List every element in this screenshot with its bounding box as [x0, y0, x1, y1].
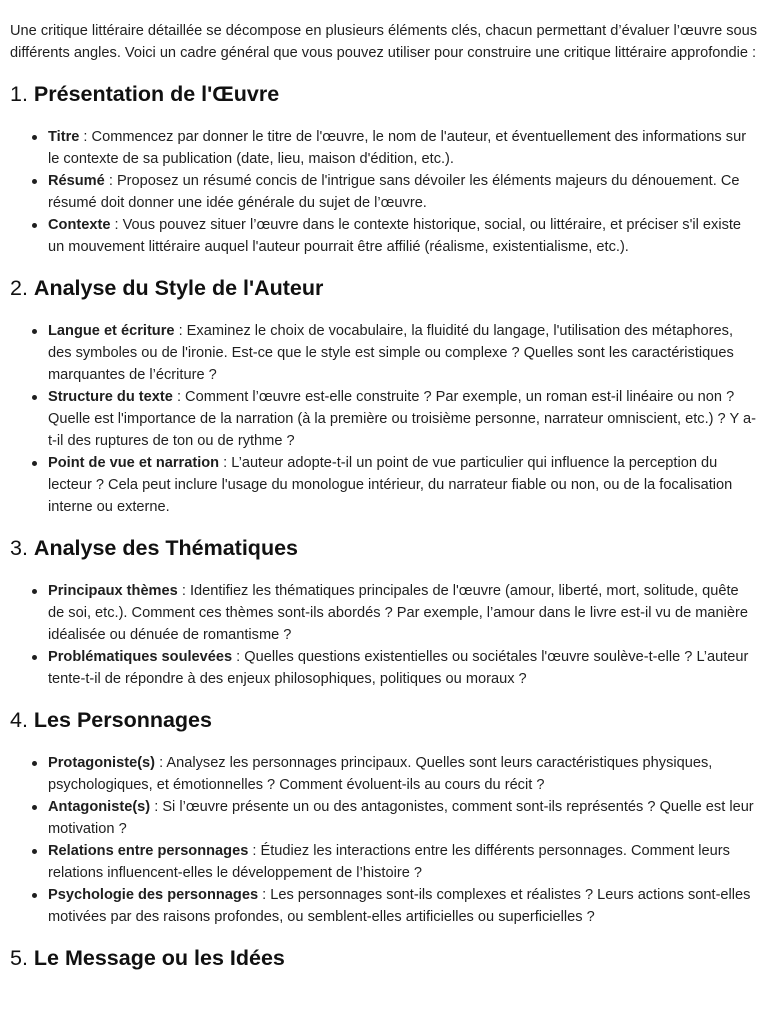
section-2-list: [10, 320, 758, 518]
bullet-icon: [32, 589, 37, 594]
section-title: Le Message ou les Idées: [33, 946, 285, 970]
list-item: [48, 646, 758, 690]
bullet-icon: [32, 395, 37, 400]
section-title: Analyse des Thématiques: [33, 536, 298, 560]
item-term: Problématiques soulevées: [48, 649, 233, 665]
section-4-list: [10, 752, 758, 928]
bullet-icon: [32, 329, 37, 334]
bullet-icon: [32, 805, 37, 810]
item-text: : Vous pouvez situer l’œuvre dans le contexte historique, social, ou littéraire, et préciser s'il existe un mouvement littéraire auquel l'auteur pourrait être affilié (réalisme, existentialisme, etc.).: [48, 217, 742, 255]
bullet-icon: [32, 761, 37, 766]
section-heading-1: [10, 80, 758, 108]
item-term: Contexte: [48, 217, 111, 233]
bullet-icon: [32, 655, 37, 660]
list-item: [48, 320, 758, 386]
section-heading-4: [10, 706, 758, 734]
item-text: : Quelles questions existentielles ou sociétales l'œuvre soulève-t-elle ? L’auteur tente-t-il de répondre à des enjeux philosophiques, politiques ou moraux ?: [48, 649, 749, 687]
item-term: Point de vue et narration: [48, 455, 220, 471]
list-item: [48, 580, 758, 646]
section-heading-3: [10, 534, 758, 562]
bullet-icon: [32, 849, 37, 854]
item-text: : Si l’œuvre présente un ou des antagonistes, comment sont-ils représentés ? Quelle est leur motivation ?: [48, 799, 754, 837]
bullet-icon: [32, 179, 37, 184]
section-1-list: [10, 126, 758, 258]
section-title: Analyse du Style de l'Auteur: [33, 276, 324, 300]
section-number: 2.: [10, 276, 28, 300]
item-term: Protagoniste(s): [48, 755, 156, 771]
item-text: : Examinez le choix de vocabulaire, la fluidité du langage, l'utilisation des métaphores, des symboles ou de l'ironie. Est-ce que le style est simple ou complexe ? Quelles sont les caractéristiques marquantes de l’écriture ?: [48, 323, 734, 383]
list-item: [48, 452, 758, 518]
item-text: : Étudiez les interactions entre les différents personnages. Comment leurs relations influencent-elles le développement de l’histoire ?: [48, 843, 730, 881]
section-title: Les Personnages: [33, 708, 212, 732]
intro-paragraph: Une critique littéraire détaillée se décompose en plusieurs éléments clés, chacun permettant d’évaluer l’œuvre sous différents angles. Voici un cadre général que vous pouvez utiliser pour construire une critique littéraire approfondie :: [10, 23, 758, 61]
list-item: [48, 126, 758, 170]
bullet-icon: [32, 135, 37, 140]
item-text: : Proposez un résumé concis de l'intrigue sans dévoiler les éléments majeurs du dénouement. Ce résumé doit donner une idée générale du sujet de l’œuvre.: [48, 173, 740, 211]
item-text: : Analysez les personnages principaux. Quelles sont leurs caractéristiques physiques, psychologiques, et émotionnelles ? Comment évoluent-ils au cours du récit ?: [48, 755, 713, 793]
bullet-icon: [32, 461, 37, 466]
item-term: Psychologie des personnages: [48, 887, 259, 903]
section-number: 4.: [10, 708, 28, 732]
item-term: Structure du texte: [48, 389, 173, 405]
item-term: Langue et écriture: [48, 323, 175, 339]
item-term: Relations entre personnages: [48, 843, 249, 859]
item-term: Titre: [48, 129, 80, 145]
section-number: 1.: [10, 82, 28, 106]
list-item: [48, 752, 758, 796]
bullet-icon: [32, 893, 37, 898]
list-item: [48, 214, 758, 258]
item-term: Résumé: [48, 173, 105, 189]
item-text: : Identifiez les thématiques principales de l'œuvre (amour, liberté, mort, solitude, quête de soi, etc.). Comment ces thèmes sont-ils abordés ? Par exemple, l’amour dans le livre est-il vu de manière idéalisée ou dénuée de romantisme ?: [48, 583, 748, 643]
item-text: : Les personnages sont-ils complexes et réalistes ? Leurs actions sont-elles motivées par des raisons profondes, ou semblent-elles artificielles ou superficielles ?: [48, 887, 751, 925]
section-number: 3.: [10, 536, 28, 560]
item-text: : Comment l’œuvre est-elle construite ? Par exemple, un roman est-il linéaire ou non ? Quelle est l'importance de la narration (à la première ou troisième personne, narrateur omniscient, etc.) ? Y a-t-il des ruptures de ton ou de rythme ?: [48, 389, 756, 449]
item-text: : Commencez par donner le titre de l'œuvre, le nom de l'auteur, et éventuellement des informations sur le contexte de sa publication (date, lieu, maison d'édition, etc.).: [48, 129, 747, 167]
list-item: [48, 796, 758, 840]
list-item: [48, 386, 758, 452]
section-heading-5: [10, 944, 758, 972]
section-heading-2: [10, 274, 758, 302]
bullet-icon: [32, 223, 37, 228]
list-item: [48, 170, 758, 214]
section-title: Présentation de l'Œuvre: [33, 82, 280, 106]
item-text: : L’auteur adopte-t-il un point de vue particulier qui influence la perception du lecteur ? Cela peut inclure l'usage du monologue intérieur, du narrateur fiable ou non, ou de la focalisation interne ou externe.: [48, 455, 733, 515]
section-number: 5.: [10, 946, 28, 970]
list-item: [48, 840, 758, 884]
list-item: [48, 884, 758, 928]
item-term: Antagoniste(s): [48, 799, 151, 815]
section-3-list: [10, 580, 758, 690]
item-term: Principaux thèmes: [48, 583, 178, 599]
